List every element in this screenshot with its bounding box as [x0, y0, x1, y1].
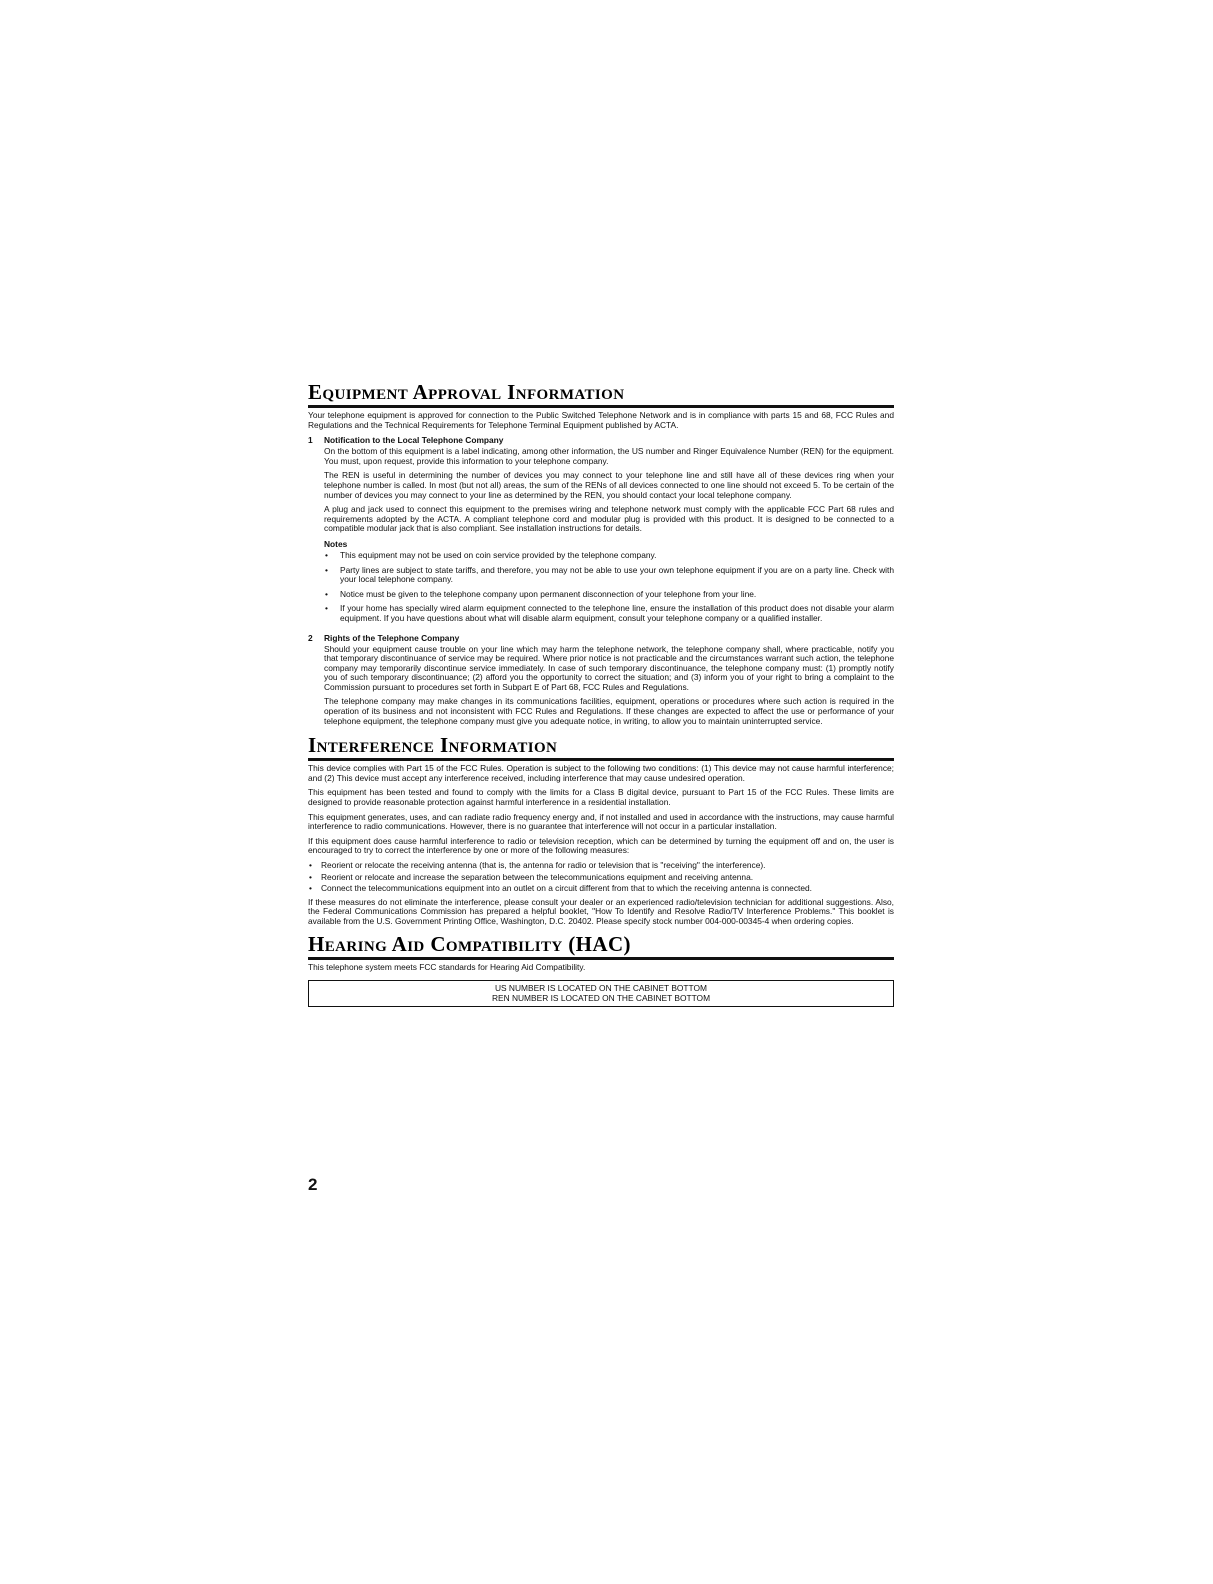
notes-title: Notes — [324, 538, 348, 549]
item-body — [324, 435, 894, 628]
paragraph: This device complies with Part 15 of the FCC Rules. Operation is subject to the following two conditions: (1) This device may not cause harmful interference; and (2) This device must accept any interference received, including interference that may cause undesired operation. — [308, 763, 894, 783]
item-body — [324, 633, 894, 732]
paragraph: Should your equipment cause trouble on your line which may harm the telephone network, the telephone company shall, where practicable, notify you that temporary discontinuance of service may be required. Where prior notice is not practicable and the circumstances warrant such action, the telephone company may temporarily discontinue service immediately. In case of such temporary discontinuance, the telephone company must: (1) promptly notify you of such temporary discontinuance; (2) afford you the opportunity to correct the situation; and (3) inform you of your right to bring a complaint to the Commission pursuant to procedures set forth in Subpart E of Part 68, FCC Rules and Regulations. — [324, 643, 894, 692]
paragraph: This equipment generates, uses, and can radiate radio frequency energy and, if not installed and used in accordance with the instructions, may cause harmful interference to radio communications. However, there is no guarantee that interference will not occur in a particular installation. — [308, 811, 894, 832]
ren-number-note: REN NUMBER IS LOCATED ON THE CABINET BOTTOM — [491, 993, 711, 1004]
list-item: • If your home has specially wired alarm equipment connected to the telephone line, ensure the installation of this product does not disable your alarm equipment. If you have questions about what will disable alarm equipment, consult your telephone company or a qualified installer. — [324, 604, 894, 623]
page-number: 2 — [308, 1175, 318, 1194]
list-item: • Notice must be given to the telephone company upon permanent disconnection of your telephone from your line. — [324, 590, 894, 600]
numbered-item-2 — [308, 633, 894, 732]
measures-list — [308, 861, 894, 894]
item-title: Rights of the Telephone Company — [324, 632, 460, 643]
paragraph: A plug and jack used to connect this equipment to the premises wiring and telephone network must comply with the applicable FCC Part 68 rules and requirements adopted by the ACTA. A compliant telephone cord and modular plug is provided with this product. It is designed to be connected to a compatible modular jack that is also compliant. See installation instructions for details. — [324, 504, 894, 534]
list-item: • Party lines are subject to state tariffs, and therefore, you may not be able to use your own telephone equipment if you are on a party line. Check with your local telephone company. — [324, 566, 894, 585]
paragraph: The telephone company may make changes in its communications facilities, equipment, operations or procedures where such action is required in the operation of its business and not inconsistent with FCC Rules and Regulations. If these changes are expected to affect the use or performance of your telephone equipment, the telephone company must give you adequate notice, in writing, to allow you to maintain uninterrupted service. — [324, 696, 894, 726]
hac-heading: Hearing Aid Compatibility (HAC) — [308, 932, 894, 960]
item-number: 1 — [308, 435, 313, 446]
item-number: 2 — [308, 632, 313, 643]
equipment-intro: Your telephone equipment is approved for connection to the Public Switched Telephone Network and is in compliance with parts 15 and 68, FCC Rules and Regulations and the Technical Requirements for Telephone Terminal Equipment published by ACTA. — [308, 410, 894, 430]
list-item: • Connect the telecommunications equipment into an outlet on a circuit different from that to which the receiving antenna is connected. — [308, 884, 894, 894]
list-item: • Reorient or relocate the receiving antenna (that is, the antenna for radio or television that is "receiving" the interference). — [308, 861, 894, 871]
paragraph: If these measures do not eliminate the interference, please consult your dealer or an experienced radio/television technician for additional suggestions. Also, the Federal Communications Commission has prepared a helpful booklet, "How To Identify and Resolve Radio/TV Interference Problems." This booklet is available from the U.S. Government Printing Office, Washington, D.C. 20402. Please specify stock number 004-000-00345-4 when ordering copies. — [308, 896, 894, 926]
paragraph: If this equipment does cause harmful interference to radio or television reception, which can be determined by turning the equipment off and on, the user is encouraged to try to correct the interference by one or more of the following measures: — [308, 835, 894, 856]
numbered-item-1 — [308, 435, 894, 628]
interference-heading: Interference Information — [308, 733, 894, 761]
notes-list — [324, 551, 894, 624]
number-location-box — [308, 980, 894, 1007]
item-title: Notification to the Local Telephone Company — [324, 435, 504, 446]
paragraph: On the bottom of this equipment is a label indicating, among other information, the US number and Ringer Equivalence Number (REN) for the equipment. You must, upon request, provide this information to your telephone company. — [324, 446, 894, 466]
paragraph: This equipment has been tested and found to comply with the limits for a Class B digital device, pursuant to Part 15 of the FCC Rules. These limits are designed to provide reasonable protection against harmful interference in a residential installation. — [308, 787, 894, 808]
list-item: • This equipment may not be used on coin service provided by the telephone company. — [324, 551, 894, 561]
page-content — [308, 380, 894, 1007]
us-number-note: US NUMBER IS LOCATED ON THE CABINET BOTTOM — [494, 983, 708, 994]
hac-section — [308, 932, 894, 1008]
interference-section — [308, 733, 894, 926]
equipment-approval-heading: Equipment Approval Information — [308, 380, 894, 408]
paragraph: The REN is useful in determining the number of devices you may connect to your telephone line and still have all of these devices ring when your telephone number is called. In most (but not all) areas, the sum of the RENs of all devices connected to one line should not exceed 5. To be certain of the number of devices you may connect to your line as determined by the REN, you should contact your local telephone company. — [324, 470, 894, 500]
list-item: • Reorient or relocate and increase the separation between the telecommunications equipment and receiving antenna. — [308, 873, 894, 883]
paragraph: This telephone system meets FCC standards for Hearing Aid Compatibility. — [308, 961, 586, 972]
